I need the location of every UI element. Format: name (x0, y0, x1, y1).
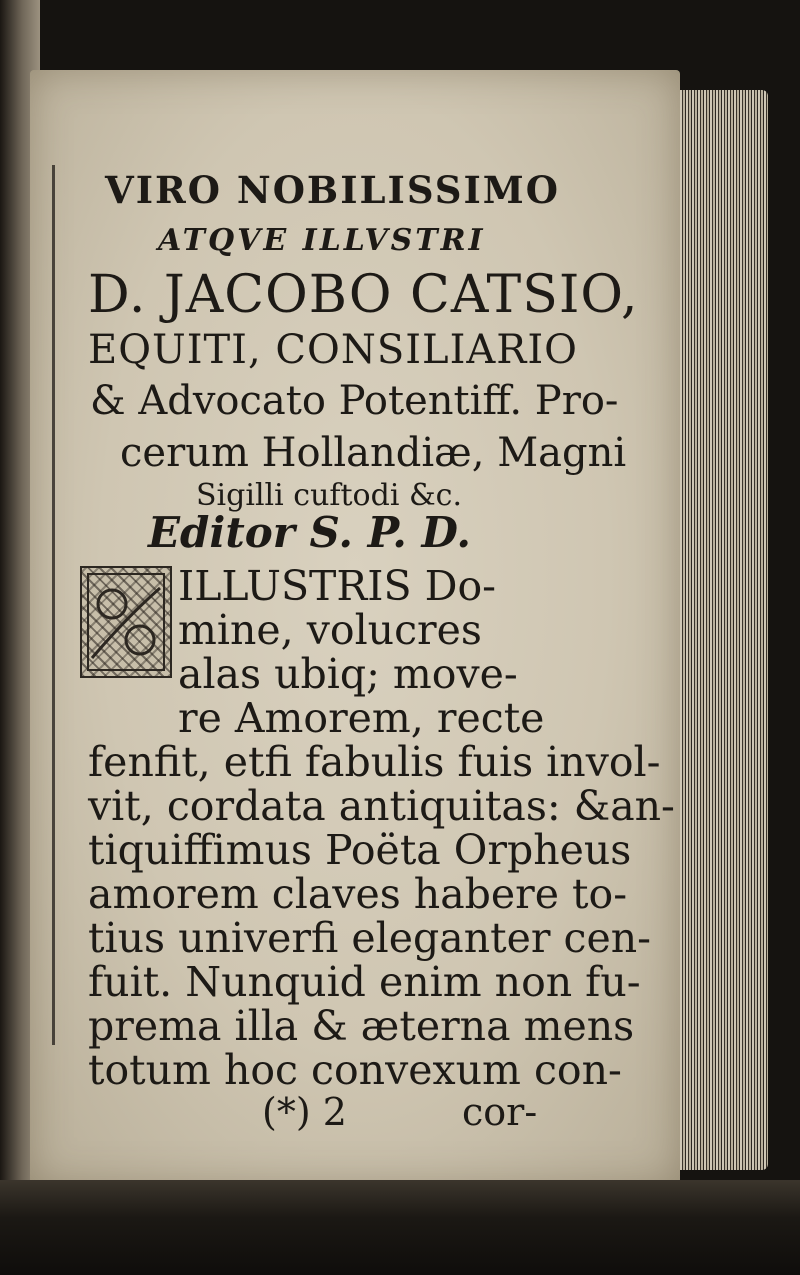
dedication-line-4: EQUITI, CONSILIARIO (88, 327, 578, 373)
body-line-10: fuit. Nunquid enim non fu- (88, 958, 641, 1006)
body-line-6: vit, cordata antiquitas: &an- (88, 782, 675, 830)
catchword: cor- (462, 1090, 538, 1134)
body-line-4: re Amorem, recte (178, 694, 545, 742)
body-line-7: tiquiffimus Poëta Orpheus (88, 826, 632, 874)
signature-mark: (*) 2 (262, 1090, 347, 1134)
page-edges (668, 90, 768, 1170)
body-line-1: ILLUSTRIS Do- (178, 562, 496, 610)
body-line-12: totum hoc convexum con- (88, 1046, 622, 1094)
bottom-shadow (0, 1180, 800, 1275)
body-line-9: tius univerfi eleganter cen- (88, 914, 651, 962)
dedication-line-8: Editor S. P. D. (148, 508, 471, 557)
woodcut-ornament-icon (80, 566, 172, 678)
dedication-line-5: & Advocato Potentiff. Pro- (90, 378, 619, 424)
body-line-3: alas ubiq; move- (178, 650, 518, 698)
dedication-line-7: Sigilli cuftodi &c. (196, 478, 462, 513)
dedication-line-2: ATQVE ILLVSTRI (158, 223, 486, 258)
body-line-2: mine, volucres (178, 606, 482, 654)
margin-rule (52, 165, 55, 1045)
body-line-8: amorem claves habere to- (88, 870, 628, 918)
dedication-line-6: cerum Hollandiæ, Magni (120, 430, 627, 476)
dedication-line-3: D. JACOBO CATSIO, (88, 265, 639, 325)
body-line-5: fenfit, etfi fabulis fuis invol- (88, 738, 661, 786)
body-line-11: prema illa & æterna mens (88, 1002, 635, 1050)
dedication-line-1: VIRO NOBILISSIMO (105, 168, 560, 212)
